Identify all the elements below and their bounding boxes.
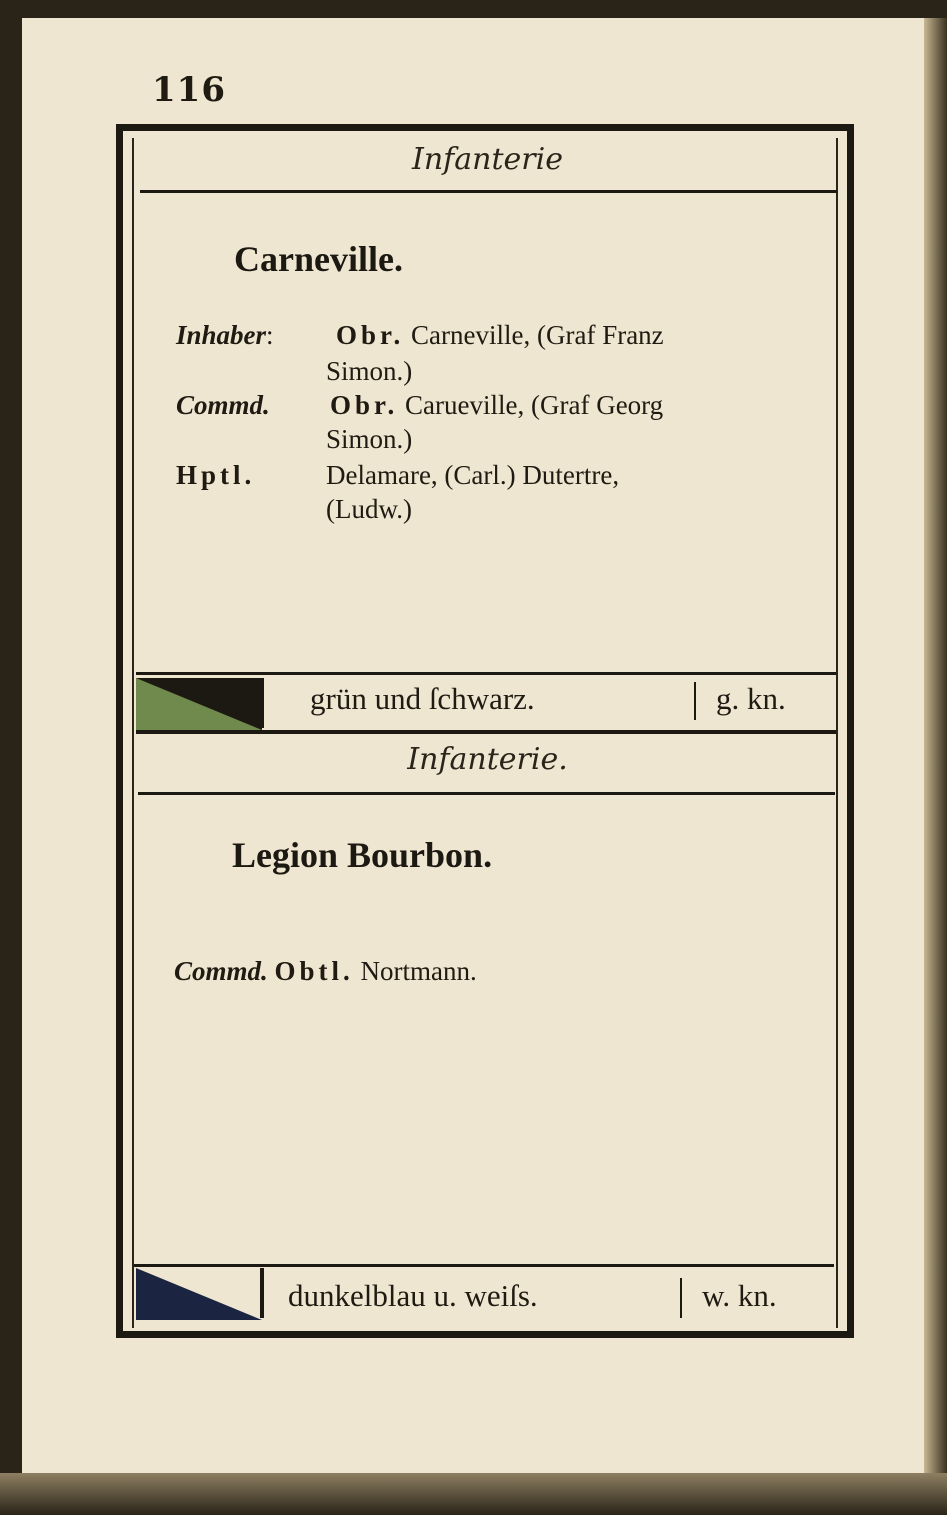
regiment-title: Carneville. [234,239,403,279]
personnel-continuation: Simon.) [326,424,413,454]
button-color: g. kn. [716,681,786,716]
person-text: Carueville, (Graf Georg [405,390,664,420]
personnel-row [176,320,274,351]
personnel-row [174,956,477,987]
personnel-continuation: Simon.) [326,356,413,386]
regiment-title: Legion Bourbon. [232,835,493,875]
rank: Obtl. [274,956,354,986]
page-bottom-shadow [0,1473,947,1515]
person-text: Nortmann. [360,956,477,986]
swatch-divider [260,1268,264,1318]
heading-rule [138,792,835,795]
rank: Obr. [330,390,399,420]
personnel-name [326,460,836,491]
personnel-continuation: (Ludw.) [326,494,412,524]
uniform-color-bar [132,1264,838,1322]
person-text: Carneville, (Graf Franz [411,320,664,350]
heading-rule [140,190,837,193]
uniform-color-bar [132,674,838,732]
column-divider [694,682,696,720]
personnel-row [176,460,255,491]
section-heading: Infanterie [412,142,563,177]
personnel-row [176,390,270,421]
personnel-name [336,320,836,351]
uniform-colors: grün und ſchwarz. [310,681,535,716]
uniform-swatch [136,678,262,730]
section-heading: Infanterie. [407,742,568,777]
role-separator: : [266,320,274,350]
role-label: Inhaber [176,320,267,350]
swatch-divider [260,678,264,728]
button-color: w. kn. [702,1278,777,1313]
column-divider [680,1278,682,1318]
entry-divider [136,730,836,734]
personnel-name [330,390,836,421]
rank: Obr. [336,320,405,350]
page-number: 116 [152,70,226,110]
role-label: Commd. [176,390,270,420]
person-text: Delamare, (Carl.) Dutertre, [326,460,620,490]
uniform-colors: dunkelblau u. weiſs. [288,1278,538,1313]
uniform-swatch [136,1268,262,1320]
role-label: Commd. [174,956,268,986]
page-edge-shadow [924,18,947,1488]
role-label: Hptl. [176,460,256,490]
